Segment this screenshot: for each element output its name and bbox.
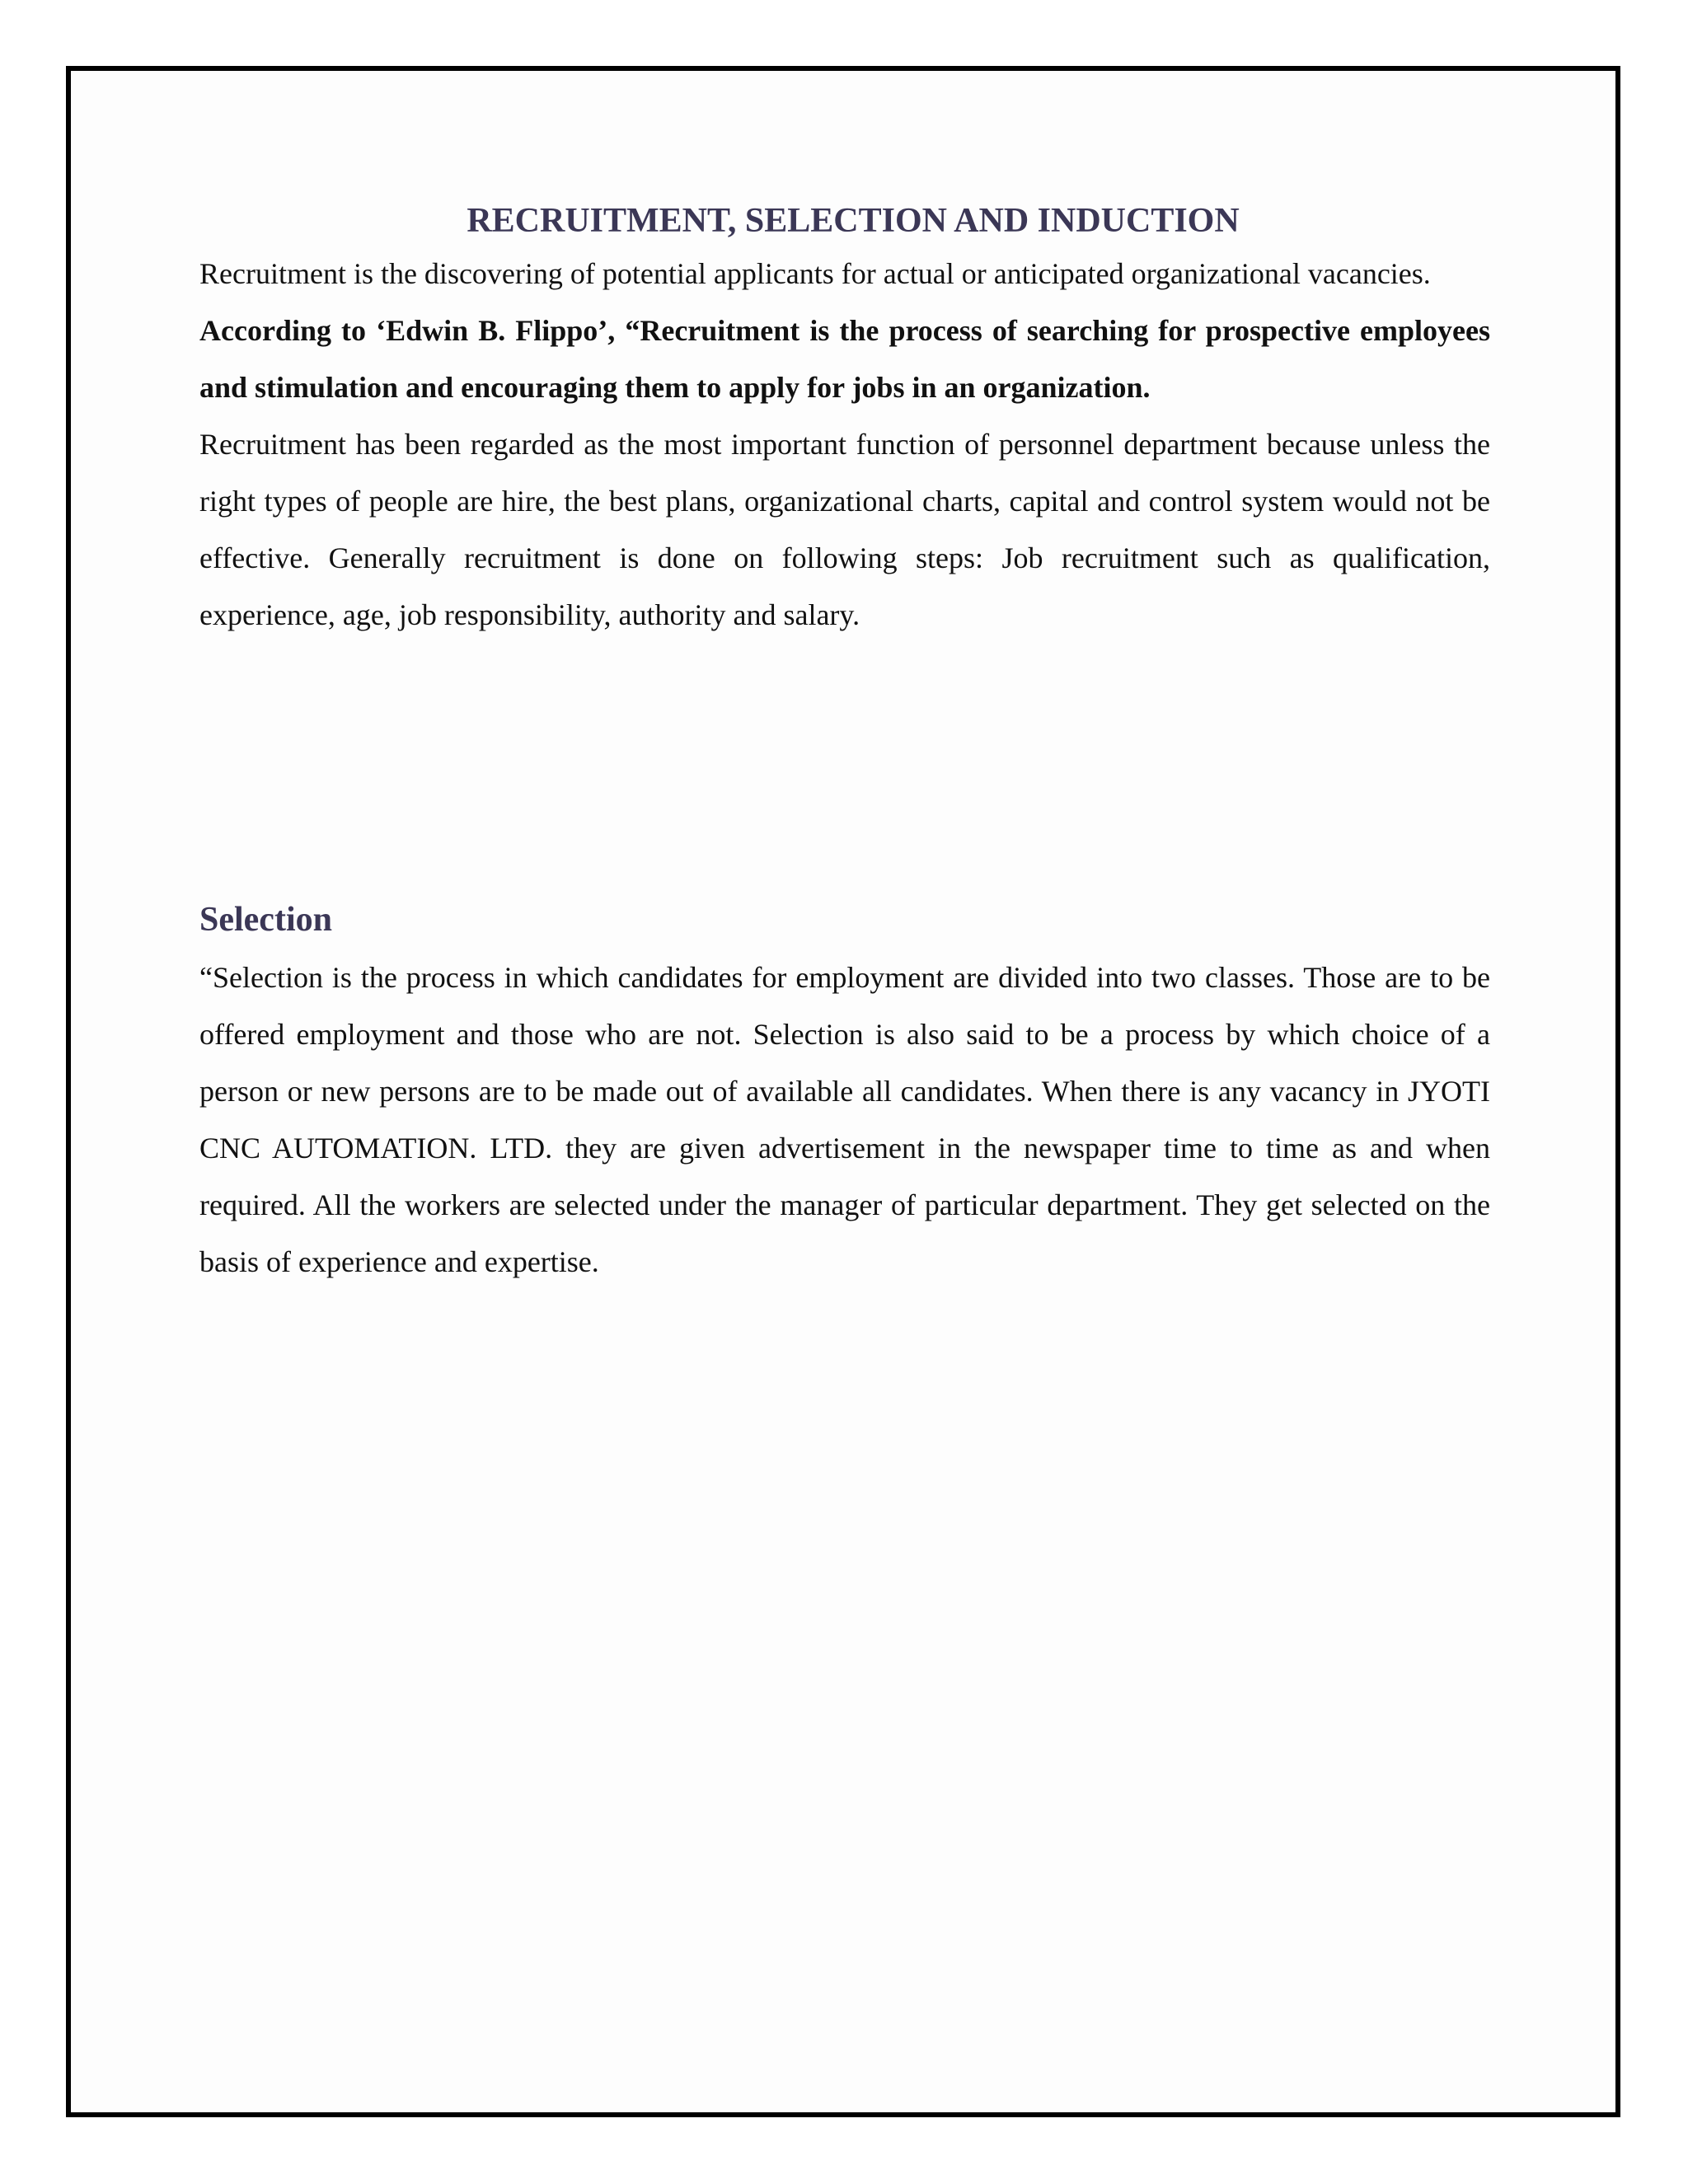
recruitment-body-paragraph: Recruitment has been regarded as the most important function of personnel department because unless the right types of people are hire, the best plans, organizational charts, capital and control system would not be effective. Generally recruitment is done on following steps: Job recruitment such as qualification, experience, age, job responsibility, authority and salary. [199, 428, 1490, 631]
document-title: RECRUITMENT, SELECTION AND INDUCTION [467, 202, 1240, 240]
recruitment-section [199, 246, 1490, 644]
recruitment-definition-paragraph: According to ‘Edwin B. Flippo’, “Recruitment is the process of searching for prospective employees and stimulation and encouraging them to apply for jobs in an organization. [199, 314, 1490, 404]
recruitment-intro-paragraph: Recruitment is the discovering of potential applicants for actual or anticipated organizational vacancies. [199, 257, 1431, 290]
selection-body-paragraph: “Selection is the process in which candidates for employment are divided into two classes. Those are to be offered employment and those who are not. Selection is also said to be a process by which choice of a person or new persons are to be made out of available all candidates. When there is any vacancy in JYOTI CNC AUTOMATION. LTD. they are given advertisement in the newspaper time to time as and when required. All the workers are selected under the manager of particular department. They get selected on the basis of experience and expertise. [199, 961, 1490, 1278]
selection-heading: Selection [199, 901, 332, 939]
document-content [199, 196, 1490, 1278]
selection-section [199, 895, 1490, 1291]
